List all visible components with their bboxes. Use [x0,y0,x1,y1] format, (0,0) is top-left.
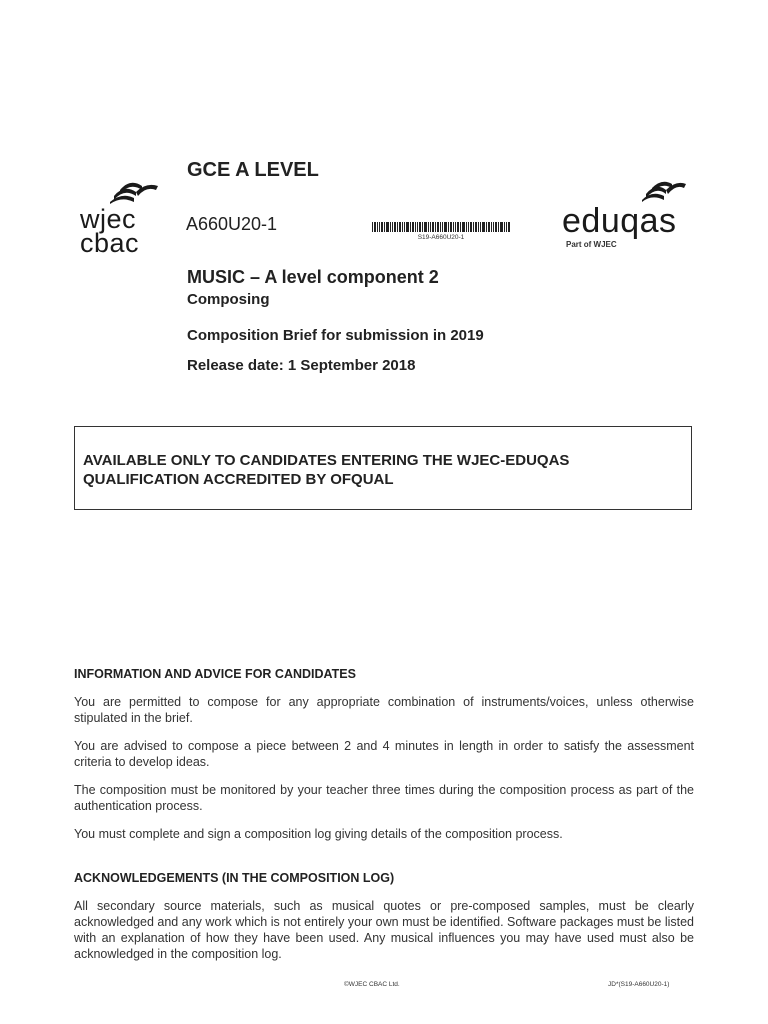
info-paragraph-3: The composition must be monitored by your teacher three times during the composition process as part of the authentication process. [74,783,694,813]
info-heading: INFORMATION AND ADVICE FOR CANDIDATES [74,667,356,681]
paper-code: A660U20-1 [186,214,278,234]
eduqas-logo [562,178,692,248]
info-paragraph-4: You must complete and sign a composition log giving details of the composition process. [74,827,563,841]
ack-paragraph: All secondary source materials, such as musical quotes or pre-composed samples, must be clearly acknowledged and any work which is not entirely your own must be identified. Software packages must be listed with an explanation of how they have been used. Any musical influences you may have used must also be acknowledged in the composition log. [74,899,694,961]
notice-text: AVAILABLE ONLY TO CANDIDATES ENTERING THE WJEC-EDUQAS QUALIFICATION ACCREDITED BY OFQUAL [83,452,570,488]
ack-heading: ACKNOWLEDGEMENTS (IN THE COMPOSITION LOG) [74,871,395,885]
copyright-footer: ©WJEC CBAC Ltd. [344,981,400,988]
books-icon [640,178,688,202]
logo-cbac-text: cbac [80,228,140,258]
release-date: Release date: 1 September 2018 [187,357,416,374]
qualification-level: GCE A LEVEL [187,159,319,181]
info-paragraph-2: You are advised to compose a piece between 2 and 4 minutes in length in order to satisfy the assessment criteria to develop ideas. [74,739,694,769]
books-icon [106,178,162,204]
logo-eduqas-text: eduqas [562,202,677,240]
paper-subtitle: Composing [187,291,270,308]
composition-brief: Composition Brief for submission in 2019 [187,327,484,344]
logo-subtitle: Part of WJEC [566,240,617,249]
barcode [372,222,510,232]
paper-title: MUSIC – A level component 2 [187,267,439,287]
info-paragraph-1: You are permitted to compose for any appropriate combination of instruments/voices, unless otherwise stipulated in the brief. [74,695,694,725]
page-code-footer: JD*(S19-A660U20-1) [608,981,670,988]
wjec-cbac-logo [76,178,172,258]
barcode-label: S19-A660U20-1 [417,234,465,241]
logo-wjec-text: wjec [80,204,137,234]
notice-box [74,426,692,510]
